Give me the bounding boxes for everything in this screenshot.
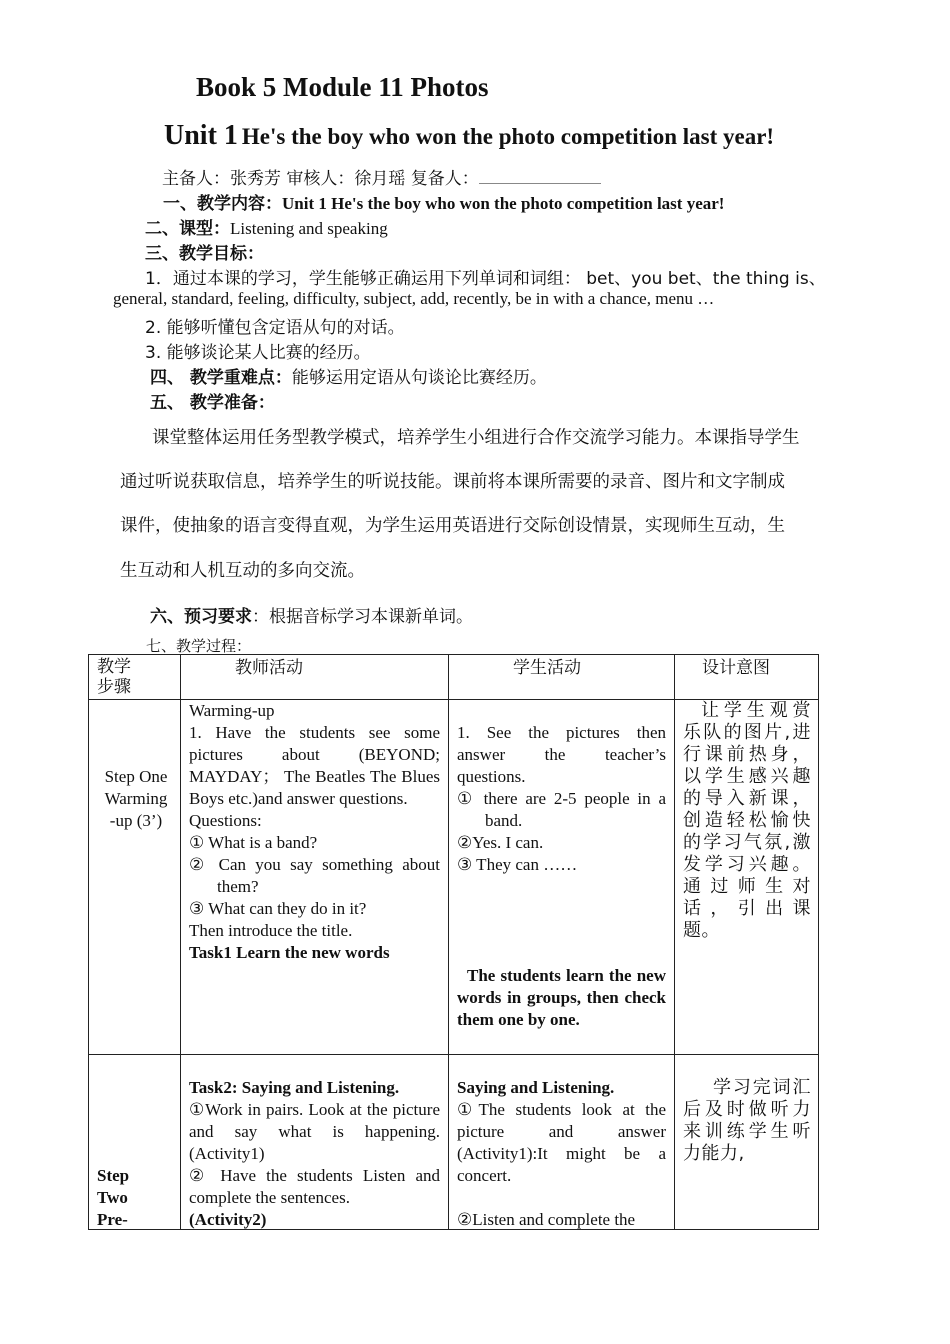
row1-teacher-intro: Warming-up xyxy=(189,701,275,720)
section-content xyxy=(163,189,724,214)
section-lesson-type-value: Listening and speaking xyxy=(230,219,388,238)
section-lesson-type-label: 二、课型： xyxy=(145,219,230,239)
section-content-value: Unit 1 He's the boy who won the photo competition last year! xyxy=(282,194,725,213)
row1-student-a3: ③ They can …… xyxy=(457,855,578,874)
row1-teacher-item1: 1. Have the students see some pictures about (BEYOND; MAYDAY； The Beatles The Blues Boys etc.)and answer questions. xyxy=(189,723,440,808)
unit-title-text: He's the boy who won the photo competition last year! xyxy=(241,124,775,149)
row2-student-title: Saying and Listening. xyxy=(457,1078,615,1097)
header-step-line-1: 教学 xyxy=(97,657,131,677)
col-divider-3 xyxy=(674,655,675,1229)
row1-teacher-q1: ① What is a band? xyxy=(189,833,318,852)
row1-student-a1: ① there are 2-5 people in a band. xyxy=(457,789,666,830)
objective-3: 3. 能够谈论某人比赛的经历。 xyxy=(145,343,371,363)
section-process-label: 七、教学过程： xyxy=(146,637,252,655)
section-preparation-label: 五、 教学准备： xyxy=(150,393,275,413)
col-divider-2 xyxy=(448,655,449,1229)
prep-line-4: 生互动和人机互动的多向交流。 xyxy=(120,561,365,581)
prep-line-2: 通过听说获取信息，培养学生的听说技能。课前将本课所需要的录音、图片和文字制成 xyxy=(120,472,785,492)
row1-step-line-3: -up (3’) xyxy=(109,811,163,830)
row2-intent: 学习完词汇后及时做听力来训练学生听力能力, xyxy=(683,1077,811,1164)
prep-line-3: 课件，使抽象的语言变得直观，为学生运用英语进行交际创设情景，实现师生互动，生 xyxy=(120,516,785,536)
preparers-text: 主备人：张秀芳 审核人：徐月瑶 复备人： xyxy=(162,169,479,189)
row1-student xyxy=(457,722,666,876)
row1-teacher xyxy=(189,700,440,964)
row2-teacher-item2 xyxy=(189,1165,440,1231)
row1-teacher-q3: ③ What can they do in it? xyxy=(189,899,367,918)
col-divider-1 xyxy=(180,655,181,1229)
row1-teacher-then: Then introduce the title. xyxy=(189,921,353,940)
unit-title xyxy=(164,120,774,152)
preparers-line xyxy=(162,164,601,189)
row2-student-item1: ①The students look at the picture and answer (Activity1):It might be a concert. xyxy=(457,1100,666,1185)
section-preview-label: 六、预习要求 xyxy=(150,607,252,627)
objective-1b: general, standard, feeling, difficulty, subject, add, recently, be in with a chance, menu … xyxy=(113,289,715,308)
row2-teacher-item1: ①Work in pairs. Look at the picture and say what is happening.(Activity1) xyxy=(189,1100,440,1163)
row-divider-1 xyxy=(89,1054,818,1055)
prep-line-1: 课堂整体运用任务型教学模式，培养学生小组进行合作交流学习能力。本课指导学生 xyxy=(152,428,800,448)
section-preview xyxy=(150,602,473,627)
header-step xyxy=(97,657,131,697)
row2-student xyxy=(457,1077,666,1231)
objective-1a: 1．通过本课的学习，学生能够正确运用下列单词和词组： bet、you bet、the thing is、 xyxy=(145,269,826,289)
row2-teacher-task2: Task2: Saying and Listening. xyxy=(189,1078,400,1097)
section-key-points-value: 能够运用定语从句谈论比赛经历。 xyxy=(291,368,547,388)
section-content-label: 一、教学内容： xyxy=(163,194,282,214)
section-preview-value: ：根据音标学习本课新单词。 xyxy=(252,607,473,627)
section-key-points-label: 四、 教学重难点： xyxy=(150,368,292,388)
row2-student-item2: ②Listen and complete the xyxy=(457,1210,636,1229)
row1-teacher-questions: Questions: xyxy=(189,811,262,830)
row1-step-line-1: Step One xyxy=(104,767,168,786)
row1-step-line-2: Warming xyxy=(104,789,168,808)
section-key-points xyxy=(150,363,547,388)
lesson-process-table xyxy=(88,654,819,1230)
book-module-title: Book 5 Module 11 Photos xyxy=(196,72,489,102)
section-lesson-type xyxy=(145,214,388,239)
header-student: 学生活动 xyxy=(513,658,581,678)
row1-student-item1: 1. See the pictures then answer the teacher’s questions. xyxy=(457,723,666,786)
row1-teacher-q2: ② Can you say something about them? xyxy=(189,855,440,896)
unit-label: Unit 1 xyxy=(164,120,238,151)
section-objectives-label: 三、教学目标： xyxy=(145,244,264,264)
row2-step-line-1: Step xyxy=(97,1166,130,1185)
row2-step xyxy=(97,1165,177,1231)
row2-teacher-item2-text: ② Have the students Listen and complete the sentences. xyxy=(189,1166,440,1207)
row1-student-task: The students learn the new words in groups, then check them one by one. xyxy=(457,966,666,1029)
row1-intent: 让学生观赏乐队的图片,进行课前热身，以学生感兴趣的导入新课，创造轻松愉快的学习气氛,激发学习兴趣。通过师生对话，引出课题。 xyxy=(683,700,811,941)
row1-student-a2: ②Yes. I can. xyxy=(457,833,544,852)
header-teacher: 教师活动 xyxy=(235,658,303,678)
row2-teacher-item2-activity: (Activity2) xyxy=(189,1210,267,1229)
co-preparer-blank xyxy=(479,169,601,184)
row1-teacher-task1: Task1 Learn the new words xyxy=(189,943,390,962)
row2-step-line-2: Two xyxy=(97,1188,128,1207)
row2-step-line-3: Pre- xyxy=(97,1210,128,1229)
header-step-line-2: 步骤 xyxy=(97,677,131,697)
row1-step xyxy=(95,766,177,832)
header-intent: 设计意图 xyxy=(702,658,770,678)
row2-teacher xyxy=(189,1077,440,1231)
objective-2: 2. 能够听懂包含定语从句的对话。 xyxy=(145,318,405,338)
